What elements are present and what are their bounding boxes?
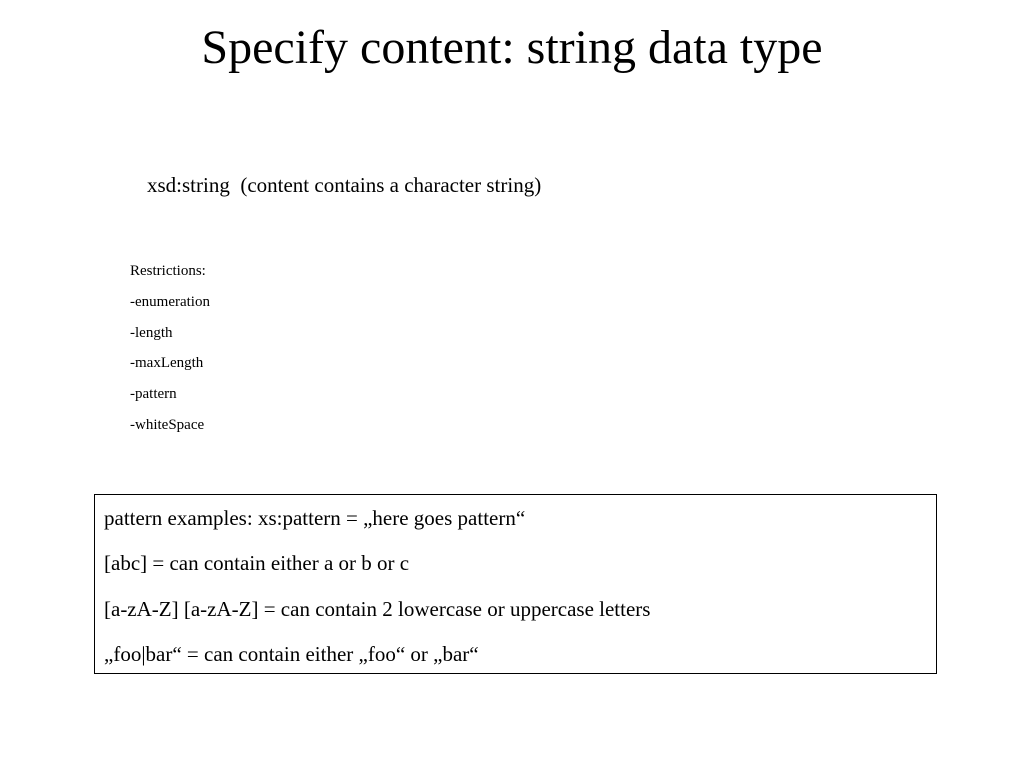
restriction-item-pattern: -pattern bbox=[130, 386, 177, 403]
restriction-item-maxlength: -maxLength bbox=[130, 355, 204, 372]
slide-subtitle: xsd:string (content contains a character string) bbox=[147, 173, 542, 197]
restrictions-list bbox=[130, 261, 210, 446]
pattern-example-abc: [abc] = can contain either a or b or c bbox=[104, 551, 410, 575]
slide-title: Specify content: string data type bbox=[201, 21, 823, 74]
restrictions-heading: Restrictions: bbox=[130, 263, 206, 279]
pattern-example-foo-bar: „foo|bar“ = can contain either „foo“ or „bar“ bbox=[104, 642, 479, 666]
restriction-item-enumeration: -enumeration bbox=[130, 293, 210, 310]
pattern-examples-box bbox=[94, 494, 937, 674]
restriction-item-length: -length bbox=[130, 324, 173, 341]
pattern-example-letters: [a-zA-Z] [a-zA-Z] = can contain 2 lowercase or uppercase letters bbox=[104, 597, 651, 621]
pattern-examples-heading: pattern examples: xs:pattern = „here goes pattern“ bbox=[104, 506, 526, 530]
restriction-item-whitespace: -whiteSpace bbox=[130, 416, 205, 433]
